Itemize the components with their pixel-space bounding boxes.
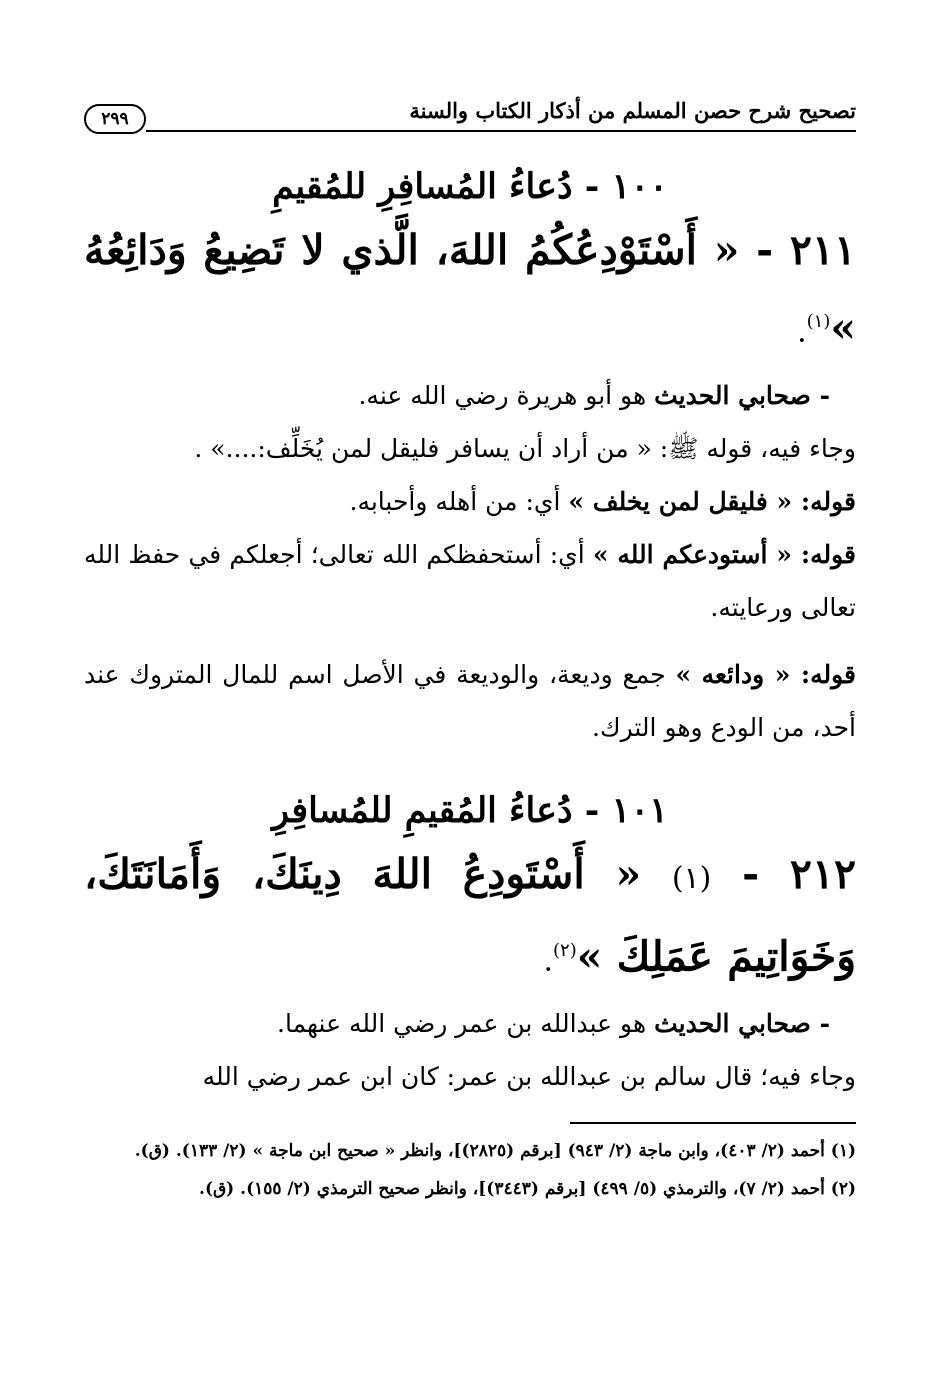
hadith-text: « أَسْتَودِعُ اللهَ دِينَكَ، وَأَمَانَتَكَ، وَخَوَاتِيمَ عَمَلِكَ »	[84, 849, 856, 981]
header-rule	[146, 130, 856, 132]
explanation-lead: قوله: « ودائعه »	[675, 659, 856, 689]
hadith-212	[84, 838, 856, 998]
hadith-number: ٢١١	[789, 226, 856, 274]
footnote-2: (٢) أحمد (٢/ ٧)، والترمذي (٥/ ٤٩٩) [برقم (٣٤٤٣)]، وانظر صحيح الترمذي (٢/ ١٥٥). (ق).	[199, 1179, 856, 1199]
explanation-text: أي: أستحفظكم الله تعالى؛ أجعلكم في حفظ الله تعالى ورعايته.	[84, 539, 856, 622]
hadith-211	[84, 214, 856, 369]
footnote-rule	[570, 1122, 856, 1124]
companion-line	[84, 369, 856, 422]
explanation-text: أي: من أهله وأحبابه.	[349, 486, 561, 516]
hadith-text: « أَسْتَوْدِعُكُمُ اللهَ، الَّذي لا تَضِيعُ وَدَائِعُهُ »	[84, 226, 856, 352]
running-header	[84, 96, 856, 140]
explanation-lead: قوله: « فليقل لمن يخلف »	[568, 486, 856, 516]
footnotes	[84, 1122, 856, 1208]
companion-label: - صحابي الحديث	[654, 1009, 830, 1039]
explanation-text: جمع وديعة، والوديعة في الأصل اسم للمال المتروك عند أحد، من الودع وهو الترك.	[84, 659, 856, 742]
explanation-paragraph	[84, 528, 856, 634]
hadith-end: .	[543, 943, 553, 979]
explanation-paragraph	[84, 475, 856, 528]
companion-label: - صحابي الحديث	[654, 380, 830, 410]
context-paragraph: وجاء فيه، قوله ﷺ: « من أراد أن يسافر فليقل لمن يُخَلِّف:....» .	[194, 433, 856, 463]
hadith-end: .	[797, 314, 807, 350]
page-number: ٢٩٩	[84, 104, 146, 134]
hadith-dash: -	[756, 226, 774, 274]
section-title-100: ١٠٠ - دُعاءُ المُسافِرِ للمُقيمِ	[272, 166, 668, 207]
page-content	[84, 160, 856, 1103]
hadith-dash: -	[742, 849, 760, 898]
footnote-ref: (٢)	[553, 939, 577, 961]
spacer	[84, 634, 856, 648]
spacer	[84, 754, 856, 784]
footnote-1: (١) أحمد (٢/ ٤٠٣)، وابن ماجة (٢/ ٩٤٣) [برقم (٢٨٢٥)]، وانظر « صحيح ابن ماجة » (٢/ ١٣٣). (ق).	[134, 1141, 856, 1161]
explanation-paragraph	[84, 648, 856, 754]
companion-name: هو أبو هريرة رضي الله عنه.	[358, 380, 647, 410]
context-paragraph: وجاء فيه؛ قال سالم بن عبدالله بن عمر: كان ابن عمر رضي الله	[202, 1062, 856, 1092]
hadith-sub-number: (١)	[671, 860, 712, 896]
section-title-101: ١٠١ - دُعاءُ المُقيمِ للمُسافِرِ	[272, 789, 668, 831]
hadith-number: ٢١٢	[789, 849, 856, 898]
explanation-lead: قوله: « أستودعكم الله »	[592, 539, 856, 569]
companion-name: هو عبدالله بن عمر رضي الله عنهما.	[277, 1009, 647, 1039]
footnote-ref: (١)	[806, 311, 831, 332]
book-title: تصحيح شرح حصن المسلم من أذكار الكتاب والسنة	[409, 98, 856, 123]
companion-line	[84, 997, 856, 1050]
